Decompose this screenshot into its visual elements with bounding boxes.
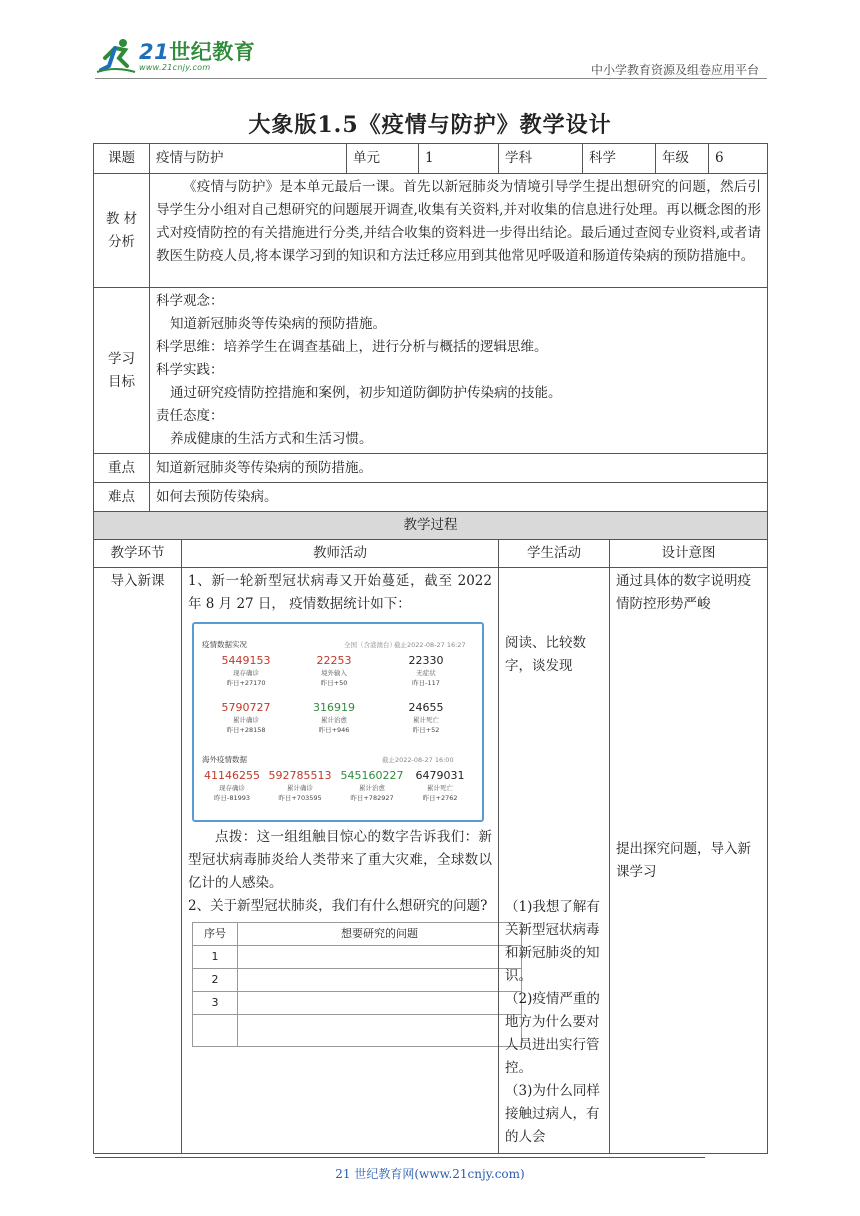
domestic-scope: 全国（含港澳台） [344,641,396,649]
platform-name: 中小学教育资源及组卷应用平台 [590,63,759,77]
course-value: 疫情与防护 [150,144,347,174]
stat-label: 累计死亡 [413,716,439,724]
stat-label: 累计确诊 [233,716,259,724]
footer-divider [95,1157,705,1158]
question-row [193,969,522,992]
stat-label: 现存确诊 [219,784,245,792]
question-cell[interactable] [238,992,522,1015]
header-divider [95,78,767,79]
stat-value: 545160227 [340,769,404,782]
stat-value: 5790727 [221,701,271,714]
process-title-row [94,512,768,540]
overseas-time: 截止2022-08-27 16:00 [382,756,454,764]
logo-number: 21 [139,39,170,64]
process-header-intent: 设计意图 [610,540,768,568]
stat-cell [400,769,480,803]
stat-label: 累计治愈 [359,784,385,792]
stat-delta: 昨日+27170 [226,679,266,687]
overseas-stats-title: 海外疫情数据 [202,755,247,764]
site-logo[interactable] [95,36,255,76]
student-activity-3: （2)疫情严重的地方为什么要对人员进出实行管控。 [505,991,600,1076]
design-intent-2: 提出探究问题，导入新课学习 [616,841,751,880]
unit-label: 单元 [347,144,419,174]
student-activity-4: （3)为什么同样接触过病人，有的人会 [505,1083,600,1145]
difficulty-label: 难点 [94,483,150,512]
difficulty-row [94,483,768,512]
goals-row [94,288,768,454]
goal-line: 责任态度： [156,408,224,424]
domestic-time: 截止2022-08-27 16:27 [394,641,466,649]
goals-label: 学习 目标 [94,288,150,454]
stat-value: 592785513 [268,769,332,782]
process-row [94,568,768,1154]
goal-line: 科学观念： [156,293,224,309]
stat-label: 累计死亡 [427,784,453,792]
design-intent-1: 通过具体的数字说明疫情防控形势严峻 [616,573,751,612]
logo-url: www.21cnjy.com [139,62,211,72]
key-point-text: 知道新冠肺炎等传染病的预防措施。 [150,454,768,483]
process-header-teacher: 教师活动 [182,540,499,568]
epidemic-stats-panel [192,622,484,822]
goal-line: 科学实践： [156,362,224,378]
stat-cell [386,654,466,688]
question-cell[interactable] [238,946,522,969]
question-table-header [193,923,522,946]
grade-label: 年级 [656,144,709,174]
analysis-row [94,174,768,288]
question-header-text: 想要研究的问题 [238,923,522,946]
question-no [193,1015,238,1047]
info-row [94,144,768,174]
student-activity-2: （1)我想了解有关新型冠状病毒和新冠肺炎的知识。 [505,899,600,984]
stat-label: 累计治愈 [321,716,347,724]
stat-value: 22253 [316,654,352,667]
stat-label: 现存确诊 [233,669,259,677]
goals-content [150,288,768,454]
teacher-activity [182,568,499,1154]
stat-value: 41146255 [204,769,260,782]
stat-value: 5449153 [221,654,271,667]
stat-value: 22330 [408,654,444,667]
stat-delta: 昨日-117 [412,679,440,687]
question-row [193,1015,522,1047]
stat-cell [206,701,286,735]
stat-cell [294,654,374,688]
question-no: 2 [193,969,238,992]
stat-label: 无症状 [416,669,436,677]
process-header-stage: 教学环节 [94,540,182,568]
subject-value: 科学 [583,144,656,174]
stat-delta: 昨日+703595 [278,794,322,802]
key-point-row [94,454,768,483]
process-header-row [94,540,768,568]
course-label: 课题 [94,144,150,174]
stat-delta: 昨日+52 [412,726,440,734]
student-activity-1: 阅读、比较数字，谈发现 [505,635,586,674]
stat-delta: 昨日-81993 [213,794,251,802]
stat-value: 24655 [408,701,444,714]
question-cell[interactable] [238,969,522,992]
page-title: 大象版1.5《疫情与防护》教学设计 [248,112,612,138]
stat-label: 境外输入 [321,669,347,677]
question-row [193,992,522,1015]
stat-value: 316919 [313,701,355,714]
teacher-paragraph-2: 点拨：这一组组触目惊心的数字告诉我们：新型冠状病毒肺炎给人类带来了重大灾难，全球数以亿计的人感染。 [188,829,492,891]
question-table [192,922,522,1047]
stage-name: 导入新课 [94,568,182,1154]
question-no: 3 [193,992,238,1015]
goal-line: 通过研究疫情防控措施和案例，初步知道防御防护传染病的技能。 [170,385,562,401]
difficulty-text: 如何去预防传染病。 [150,483,768,512]
footer-link[interactable]: 21 世纪教育网(www.21cnjy.com) [335,1167,525,1181]
stat-cell [294,701,374,735]
stat-label: 累计确诊 [287,784,313,792]
page-header [95,36,767,80]
grade-value: 6 [709,144,768,174]
lesson-plan-table [93,143,768,1154]
process-header-student: 学生活动 [499,540,610,568]
unit-value: 1 [419,144,499,174]
goal-line: 知道新冠肺炎等传染病的预防措施。 [170,316,386,332]
stat-delta: 昨日+28158 [226,726,266,734]
subject-label: 学科 [499,144,583,174]
teacher-paragraph-1: 1、新一轮新型冠状病毒又开始蔓延，截至 2022 年 8 月 27 日， 疫情数据统计如下： [188,573,492,612]
question-header-no: 序号 [193,923,238,946]
stat-delta: 昨日+2762 [422,794,458,802]
domestic-stats-title: 疫情数据实况 [202,640,247,649]
stat-delta: 昨日+782927 [350,794,394,802]
stat-delta: 昨日+50 [320,679,348,687]
analysis-label: 教 材 分析 [94,174,150,288]
goal-line: 养成健康的生活方式和生活习惯。 [170,431,373,447]
student-activity [499,568,610,1154]
stat-cell [386,701,466,735]
stat-cell [206,654,286,688]
stat-delta: 昨日+946 [318,726,350,734]
question-row [193,946,522,969]
runner-logo-icon [95,36,137,76]
design-intent [610,568,768,1154]
analysis-text: 《疫情与防护》是本单元最后一课。首先以新冠肺炎为情境引导学生提出想研究的问题，然后引导学生分小组对自己想研究的问题展开调查,收集有关资料,并对收集的信息进行处理。再以概念图的形式对疫情防控的有关措施进行分类,并结合收集的资料进一步得出结论。最后通过查阅专业资料,或者请教医生防疫人员,将本课学习到的知识和方法迁移应用到其他常见呼吸道和肠道传染病的预防措施中。 [150,174,768,288]
question-cell[interactable] [238,1015,522,1047]
teacher-paragraph-3: 2、关于新型冠状肺炎，我们有什么想研究的问题? [188,898,488,914]
logo-name: 世纪教育 [169,39,256,64]
stat-cell [260,769,340,803]
stat-value: 6479031 [415,769,465,782]
key-point-label: 重点 [94,454,150,483]
question-no: 1 [193,946,238,969]
process-title: 教学过程 [94,512,768,540]
goal-line: 科学思维：培养学生在调查基础上，进行分析与概括的逻辑思维。 [156,339,548,355]
